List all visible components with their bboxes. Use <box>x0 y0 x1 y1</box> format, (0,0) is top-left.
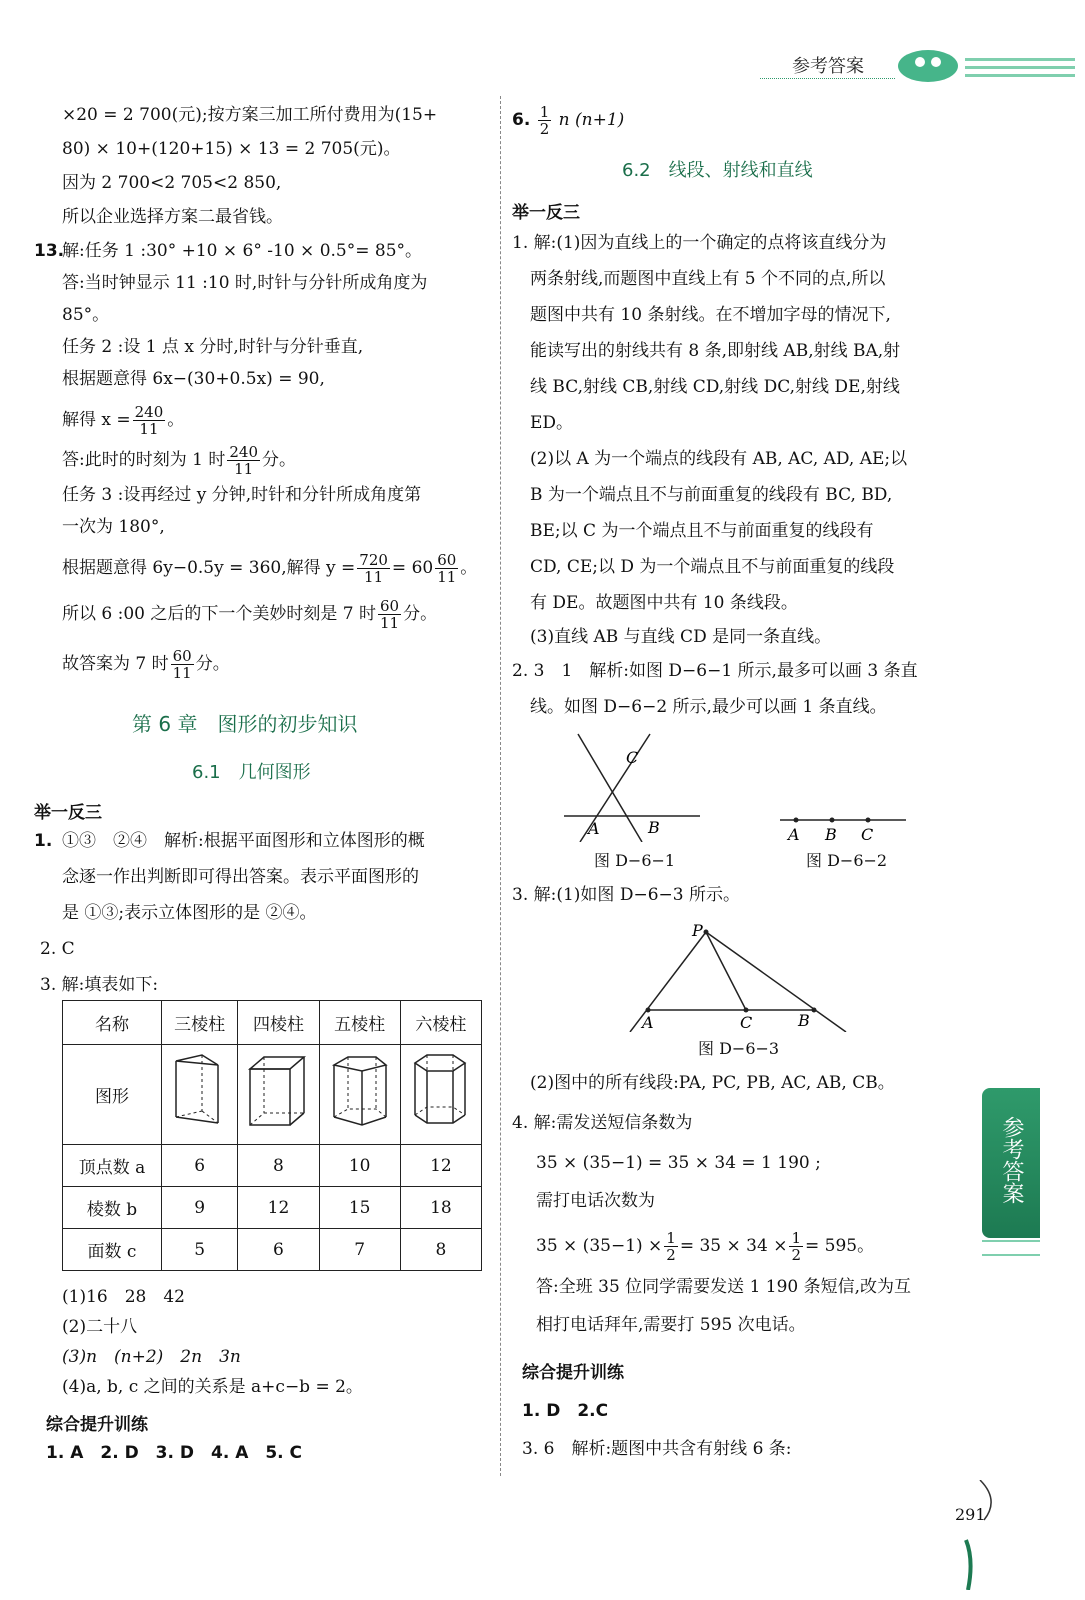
table-cell: 6 <box>238 1229 319 1271</box>
table-cell: 18 <box>400 1187 481 1229</box>
prism-table <box>62 1000 482 1271</box>
table-cell: 15 <box>319 1187 400 1229</box>
text-line: (1)16 28 42 <box>62 1287 185 1307</box>
text-line: 任务 3 :设再经过 y 分钟,时针和分针所成角度第 <box>62 485 422 505</box>
table-header-row <box>63 1001 482 1045</box>
point-label-b: B <box>825 825 837 844</box>
text-line: (3)直线 AB 与直线 CD 是同一条直线。 <box>530 627 832 647</box>
table-header-cell: 名称 <box>63 1001 162 1045</box>
text-line: 是 ①③;表示立体图形的是 ②④。 <box>62 903 317 923</box>
triangular-prism-figure <box>162 1045 238 1145</box>
table-cell: 10 <box>319 1145 400 1187</box>
text-line: 3. 解:(1)如图 D−6−3 所示。 <box>512 885 740 905</box>
text-line: 根据题意得 6x−(30+0.5x) = 90, <box>62 369 325 389</box>
text-line: 1. A 2. D 3. D 4. A 5. C <box>46 1443 303 1463</box>
point-label-a: A <box>642 1013 654 1032</box>
pentagonal-prism-figure <box>319 1045 400 1145</box>
text-line: BE;以 C 为一个端点且不与前面重复的线段有 <box>530 521 874 541</box>
side-tab-stripes <box>982 1240 1040 1256</box>
figure-d-6-2 <box>778 810 908 846</box>
text-line: B 为一个端点且不与前面重复的线段有 BC, BD, <box>530 485 893 505</box>
text-line: 题图中共有 10 条射线。在不增加字母的情况下, <box>530 305 891 325</box>
table-header-cell: 五棱柱 <box>319 1001 400 1045</box>
table-cell: 7 <box>319 1229 400 1271</box>
figure-caption: 图 D−6−2 <box>806 851 888 870</box>
text-line: ED。 <box>530 413 574 433</box>
question-number: 1. <box>34 831 53 851</box>
page-corner-swoosh-icon <box>940 1480 1000 1590</box>
text-line: 线。如图 D−6−2 所示,最少可以画 1 条直线。 <box>530 697 887 717</box>
text-line: 能读写出的射线共有 8 条,即射线 AB,射线 BA,射 <box>530 341 901 361</box>
text-line: 4. 解:需发送短信条数为 <box>512 1113 693 1133</box>
figure-caption: 图 D−6−3 <box>698 1039 780 1058</box>
header-title: 参考答案 <box>792 56 864 77</box>
text-line: 3. 6 解析:题图中共含有射线 6 条: <box>522 1439 792 1459</box>
text-line: 答:此时的时刻为 1 时 $\frac{240}{11}$ 分。 <box>62 443 296 478</box>
fraction: $\frac{1}{2}$ <box>791 1229 802 1264</box>
text-line: 两条射线,而题图中直线上有 5 个不同的点,所以 <box>530 269 886 289</box>
text-line: 35 × (35−1) × $\frac{1}{2}$ = 35 × 34 × $\frac{1}{2}$ = 595。 <box>536 1229 875 1264</box>
fraction: $\frac{240}{11}$ <box>134 403 164 438</box>
text-line: 答:当时钟显示 11 :10 时,时针与分针所成角度为 <box>62 273 428 293</box>
text-line: 解得 x = $\frac{240}{11}$ 。 <box>62 403 185 438</box>
point-label-c: C <box>740 1013 753 1032</box>
page-header <box>760 44 1085 94</box>
table-cell: 图形 <box>63 1045 162 1145</box>
text-line: (2)二十八 <box>62 1317 138 1337</box>
text-line: 35 × (35−1) = 35 × 34 = 1 190 ; <box>536 1153 821 1173</box>
text-line: ①③ ②④ 解析:根据平面图形和立体图形的概 <box>62 831 425 851</box>
text-line: 一次为 180°, <box>62 517 165 537</box>
text-line: 因为 2 700<2 705<2 850, <box>62 173 282 193</box>
table-cell: 棱数 b <box>63 1187 162 1229</box>
fraction: $\frac{720}{11}$ <box>359 551 388 586</box>
point-label-b: B <box>648 818 660 837</box>
table-row <box>63 1045 482 1145</box>
text-line: 2. C <box>40 939 75 959</box>
square-prism-figure <box>238 1045 319 1145</box>
text-line: 1. D 2.C <box>522 1401 609 1421</box>
column-divider <box>500 96 501 1476</box>
side-tab-label: 参考答案 <box>999 1116 1024 1204</box>
text-line: ×20 = 2 700(元);按方案三加工所付费用为(15+ <box>62 105 438 125</box>
text-line: 故答案为 7 时 $\frac{60}{11}$ 分。 <box>62 647 230 682</box>
section-title: 6.2 线段、射线和直线 <box>622 160 813 181</box>
question-number: 13. <box>34 241 65 261</box>
text-line: 根据题意得 6y−0.5y = 360,解得 y = $\frac{720}{11}$ = 60 $\frac{60}{11}$ 。 <box>62 551 478 586</box>
subsection-title: 举一反三 <box>512 203 580 223</box>
point-label-a: A <box>588 819 600 838</box>
hexagonal-prism-figure <box>400 1045 481 1145</box>
text-line: 3. 解:填表如下: <box>40 975 159 995</box>
text-line: 需打电话次数为 <box>536 1191 655 1211</box>
fraction: $\frac{1}{2}$ <box>539 103 550 138</box>
table-row <box>63 1229 482 1271</box>
text-line: 相打电话拜年,需要打 595 次电话。 <box>536 1315 806 1335</box>
text-line: 所以 6 :00 之后的下一个美妙时刻是 7 时 $\frac{60}{11}$ 分。 <box>62 597 438 632</box>
table-row <box>63 1145 482 1187</box>
text-line: 80) × 10+(120+15) × 13 = 2 705(元)。 <box>62 139 401 159</box>
text-line: 答:全班 35 位同学需要发送 1 190 条短信,改为互 <box>536 1277 912 1297</box>
text-line: 6. $\frac{1}{2}$ n (n+1) <box>512 103 625 138</box>
table-cell: 8 <box>400 1229 481 1271</box>
subsection-title: 综合提升训练 <box>46 1415 148 1435</box>
text-line: (4)a, b, c 之间的关系是 a+c−b = 2。 <box>62 1377 363 1397</box>
text-line: 解:任务 1 :30° +10 × 6° -10 × 0.5°= 85°。 <box>62 241 423 261</box>
fraction: $\frac{60}{11}$ <box>437 551 457 586</box>
section-title: 6.1 几何图形 <box>192 762 311 783</box>
table-cell: 6 <box>162 1145 238 1187</box>
point-label-a: A <box>788 825 800 844</box>
text-line: 有 DE。故题图中共有 10 条线段。 <box>530 593 798 613</box>
page-number: 291 <box>955 1505 986 1524</box>
point-label-p: P <box>692 921 703 940</box>
figure-d-6-3 <box>624 920 854 1032</box>
text-line: 所以企业选择方案二最省钱。 <box>62 207 283 227</box>
text-line: 任务 2 :设 1 点 x 分时,时针与分针垂直, <box>62 337 364 357</box>
figure-caption: 图 D−6−1 <box>594 851 676 870</box>
table-header-cell: 六棱柱 <box>400 1001 481 1045</box>
fraction: $\frac{60}{11}$ <box>380 597 400 632</box>
text-line: 85°。 <box>62 305 110 325</box>
point-label-c: C <box>861 825 874 844</box>
header-divider <box>760 78 895 79</box>
subsection-title: 举一反三 <box>34 803 102 823</box>
text-line: 念逐一作出判断即可得出答案。表示平面图形的 <box>62 867 419 887</box>
point-label-b: B <box>798 1011 810 1030</box>
chapter-title: 第 6 章 图形的初步知识 <box>132 712 358 736</box>
text-line: (3)n (n+2) 2n 3n <box>62 1347 241 1367</box>
point-label-c: C <box>626 748 639 767</box>
table-cell: 12 <box>400 1145 481 1187</box>
table-cell: 8 <box>238 1145 319 1187</box>
fraction: $\frac{60}{11}$ <box>172 647 192 682</box>
fraction: $\frac{240}{11}$ <box>229 443 258 478</box>
fraction: $\frac{1}{2}$ <box>666 1229 676 1264</box>
table-header-cell: 三棱柱 <box>162 1001 238 1045</box>
table-cell: 5 <box>162 1229 238 1271</box>
table-cell: 顶点数 a <box>63 1145 162 1187</box>
text-line: CD, CE;以 D 为一个端点且不与前面重复的线段 <box>530 557 895 577</box>
text-line: 2. 3 1 解析:如图 D−6−1 所示,最多可以画 3 条直 <box>512 661 918 681</box>
text-line: 线 BC,射线 CB,射线 CD,射线 DC,射线 DE,射线 <box>530 377 900 397</box>
figure-d-6-1 <box>560 730 710 842</box>
text-line: (2)图中的所有线段:PA, PC, PB, AC, AB, CB。 <box>530 1073 895 1093</box>
subsection-title: 综合提升训练 <box>522 1363 624 1383</box>
table-cell: 9 <box>162 1187 238 1229</box>
text-line: 1. 解:(1)因为直线上的一个确定的点将该直线分为 <box>512 233 887 253</box>
table-header-cell: 四棱柱 <box>238 1001 319 1045</box>
header-logo-icon <box>890 44 1080 84</box>
table-cell: 12 <box>238 1187 319 1229</box>
table-cell: 面数 c <box>63 1229 162 1271</box>
table-row <box>63 1187 482 1229</box>
text-line: (2)以 A 为一个端点的线段有 AB, AC, AD, AE;以 <box>530 449 908 469</box>
